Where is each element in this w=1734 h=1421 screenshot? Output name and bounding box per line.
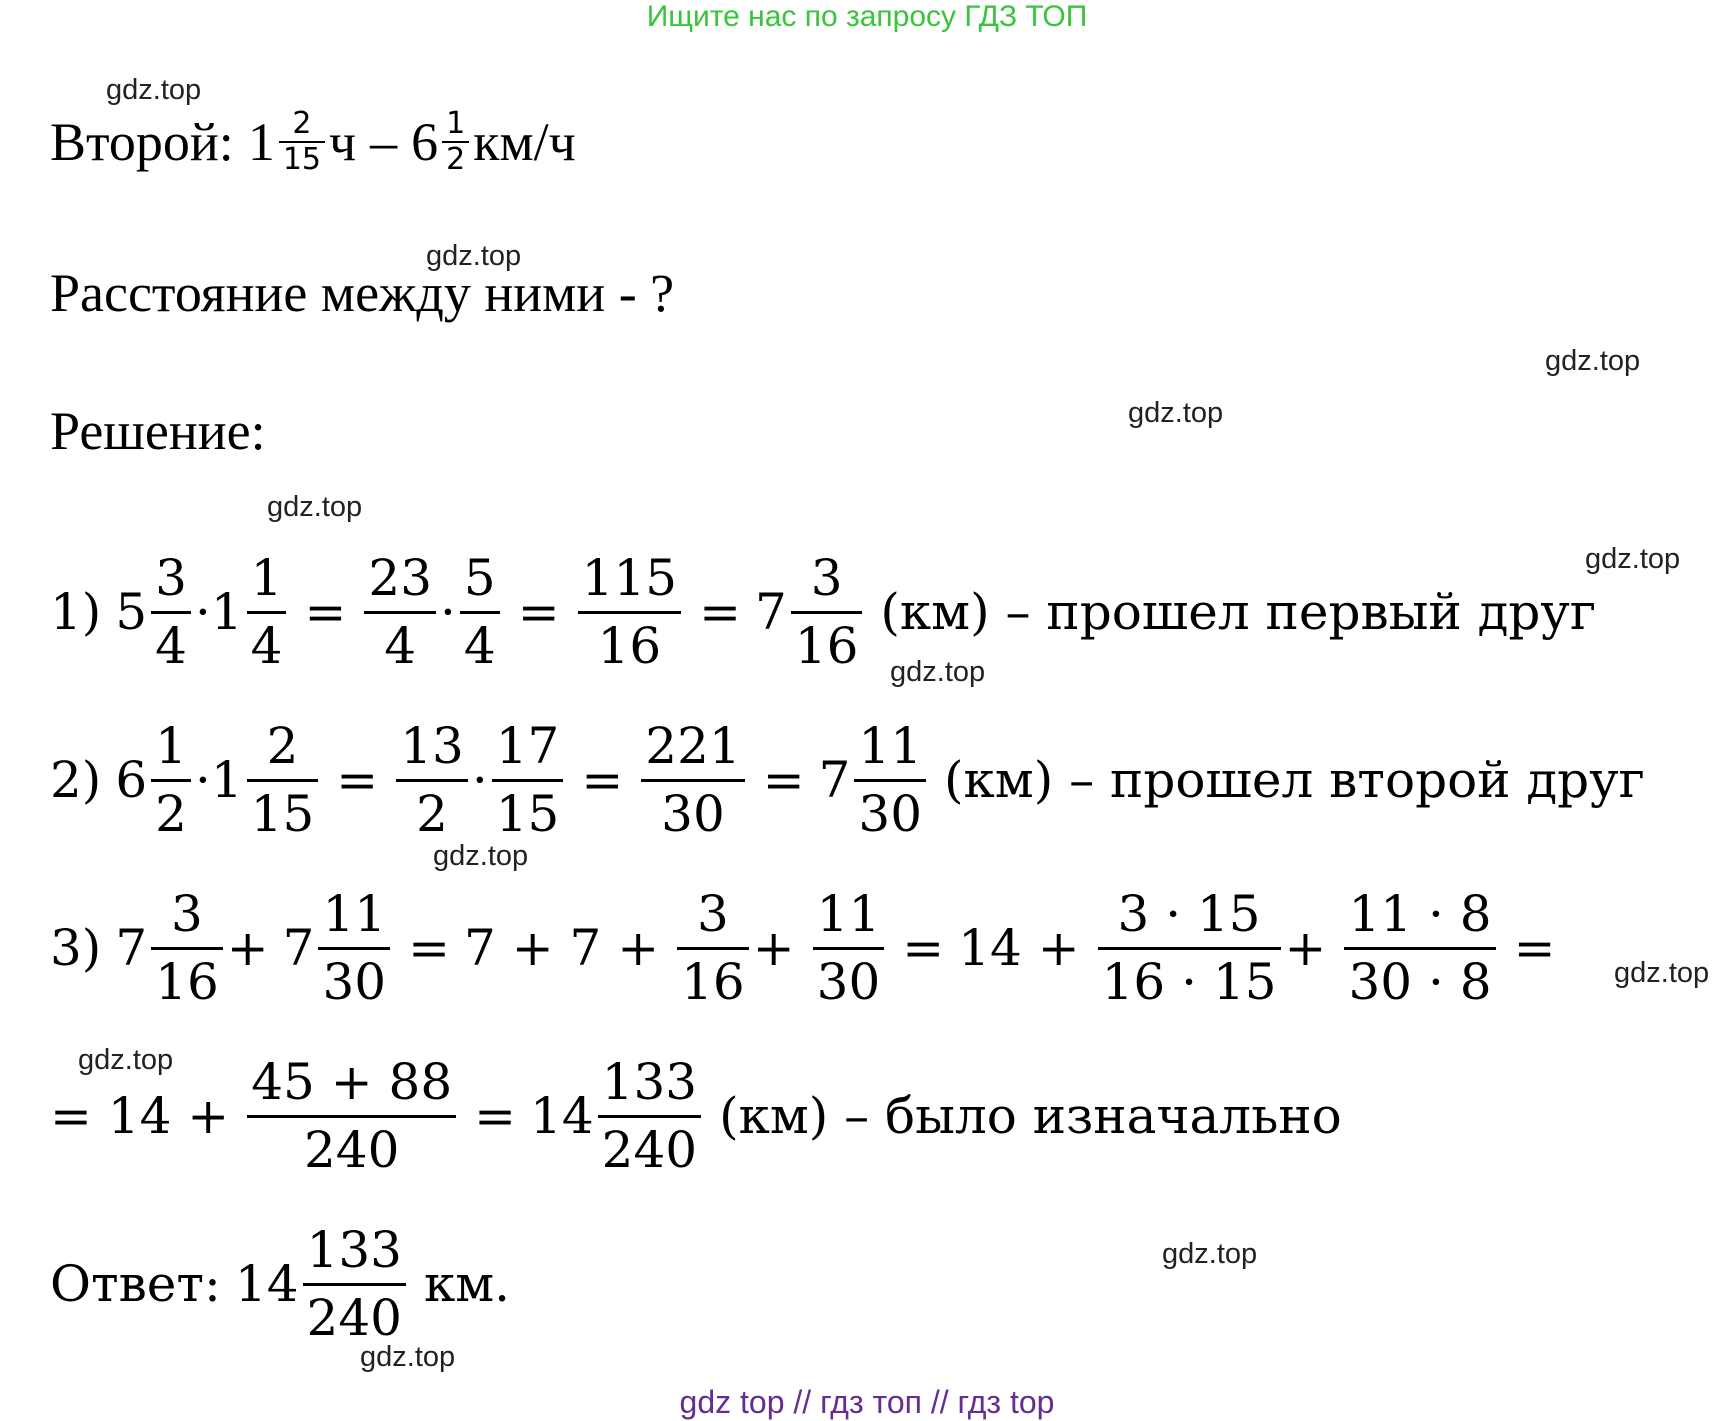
fraction	[677, 882, 749, 1015]
denominator: 240	[303, 1120, 400, 1179]
speed-unit: км/ч	[473, 112, 576, 172]
fraction	[151, 714, 191, 847]
numerator: 1	[155, 716, 187, 775]
speed-whole: 6	[411, 112, 439, 172]
mixed-whole: 7	[754, 583, 787, 641]
equals-sign: =	[581, 751, 624, 809]
multiply-sign: ·	[471, 751, 488, 809]
denominator: 240	[306, 1288, 402, 1347]
numerator: 2	[266, 716, 299, 775]
denominator: 16	[681, 952, 745, 1011]
denominator: 16	[597, 616, 662, 675]
given-second-line	[50, 92, 576, 192]
equals-sign: =	[699, 583, 741, 641]
equals-sign: =	[762, 751, 805, 809]
numerator: 133	[306, 1220, 402, 1279]
step-number: 2)	[50, 751, 102, 809]
numerator: 221	[645, 716, 741, 775]
fraction	[813, 882, 885, 1015]
numerator: 17	[495, 716, 560, 775]
fraction	[396, 714, 468, 847]
watermark: gdz.top	[78, 1044, 174, 1076]
watermark: gdz.top	[1585, 543, 1681, 575]
answer-line	[50, 1204, 510, 1364]
mixed-whole: 5	[115, 583, 148, 641]
denominator: 16 · 15	[1101, 952, 1277, 1011]
fraction	[364, 546, 436, 679]
numerator: 11 · 8	[1348, 884, 1492, 943]
watermark: gdz.top	[426, 240, 522, 272]
numerator: 3	[171, 884, 203, 943]
question-line	[50, 262, 674, 324]
speed-fraction	[442, 107, 469, 178]
fraction	[151, 882, 223, 1015]
plus-sign: +	[226, 919, 269, 977]
numerator: 23	[368, 548, 433, 607]
time-unit: ч	[329, 112, 357, 172]
answer-unit: км.	[423, 1255, 511, 1313]
fraction	[1344, 882, 1495, 1015]
step-number: 3)	[50, 919, 102, 977]
top-banner: Ищите нас по запросу ГДЗ ТОП	[646, 0, 1088, 33]
denominator: 4	[384, 616, 417, 675]
fraction	[578, 546, 681, 679]
given-second-label: Второй:	[50, 112, 234, 172]
denominator: 30	[322, 952, 387, 1011]
denominator: 30	[858, 784, 923, 843]
denominator: 15	[495, 784, 560, 843]
whole-sum: 7 + 7 +	[464, 919, 660, 977]
denominator: 15	[250, 784, 315, 843]
denominator: 2	[446, 142, 466, 177]
time-whole: 1	[247, 112, 275, 172]
bottom-banner: gdz top // гдз топ // гдз top	[679, 1384, 1055, 1420]
watermark: gdz.top	[1128, 397, 1224, 429]
equals-sign: =	[902, 919, 945, 977]
watermark: gdz.top	[890, 656, 986, 688]
answer-fraction	[303, 1218, 406, 1351]
step-number: 1)	[50, 583, 102, 641]
numerator: 13	[400, 716, 464, 775]
fraction	[1098, 882, 1281, 1015]
numerator: 11	[322, 884, 387, 943]
denominator: 16	[155, 952, 219, 1011]
mixed-whole: 14	[234, 1255, 299, 1313]
watermark: gdz.top	[1614, 957, 1710, 989]
solution-label-text: Решение:	[50, 401, 266, 461]
fraction	[460, 546, 500, 679]
fraction	[247, 1050, 456, 1183]
lead-expression: = 14 +	[50, 1087, 230, 1145]
whole-sum: 14 +	[958, 919, 1080, 977]
denominator: 4	[250, 616, 283, 675]
mixed-whole: 7	[818, 751, 851, 809]
denominator: 15	[282, 142, 321, 177]
time-fraction	[279, 107, 325, 178]
fraction	[641, 714, 744, 847]
watermark: gdz.top	[433, 840, 529, 872]
plus-sign: +	[1284, 919, 1327, 977]
equals-sign: =	[517, 583, 560, 641]
equals-sign: =	[1513, 919, 1556, 977]
watermark: gdz.top	[267, 491, 363, 523]
step-1	[50, 532, 1596, 692]
answer-label: Ответ:	[50, 1255, 221, 1313]
equals-sign: =	[474, 1087, 517, 1145]
mixed-whole: 7	[282, 919, 315, 977]
result-fraction	[598, 1050, 701, 1183]
denominator: 30	[816, 952, 881, 1011]
step-3	[50, 868, 1555, 1028]
watermark: gdz.top	[360, 1341, 456, 1373]
denominator: 240	[601, 1120, 698, 1179]
equals-sign: =	[304, 583, 347, 641]
fraction	[151, 546, 191, 679]
numerator: 3	[810, 548, 843, 607]
dash: –	[370, 112, 398, 172]
numerator: 3 · 15	[1117, 884, 1261, 943]
step-explanation: (км) – прошел первый друг	[880, 583, 1597, 641]
watermark: gdz.top	[1162, 1238, 1258, 1270]
mixed-whole: 7	[115, 919, 148, 977]
denominator: 30 · 8	[1348, 952, 1492, 1011]
denominator: 2	[416, 784, 448, 843]
denominator: 4	[155, 616, 187, 675]
numerator: 1	[446, 105, 466, 141]
denominator: 4	[463, 616, 496, 675]
multiply-sign: ·	[440, 583, 456, 641]
solution-label	[50, 400, 266, 462]
question-text: Расстояние между ними - ?	[50, 263, 675, 323]
mixed-whole: 1	[210, 583, 243, 641]
denominator: 30	[661, 784, 725, 843]
result-fraction	[791, 546, 863, 679]
numerator: 11	[858, 716, 923, 775]
denominator: 16	[794, 616, 859, 675]
watermark: gdz.top	[1545, 345, 1641, 377]
denominator: 2	[155, 784, 187, 843]
numerator: 133	[601, 1052, 698, 1111]
mixed-whole: 14	[530, 1087, 594, 1145]
watermark: gdz.top	[106, 74, 202, 106]
step-explanation: (км) – прошел второй друг	[944, 751, 1645, 809]
fraction	[318, 882, 390, 1015]
mixed-whole: 1	[210, 751, 243, 809]
numerator: 45 + 88	[251, 1052, 453, 1111]
numerator: 5	[463, 548, 496, 607]
plus-sign: +	[752, 919, 795, 977]
multiply-sign: ·	[194, 751, 211, 809]
numerator: 1	[250, 548, 283, 607]
equals-sign: =	[336, 751, 379, 809]
fraction	[492, 714, 564, 847]
fraction	[247, 714, 319, 847]
numerator: 3	[155, 548, 187, 607]
result-fraction	[854, 714, 926, 847]
fraction	[247, 546, 287, 679]
numerator: 3	[697, 884, 729, 943]
mixed-whole: 6	[115, 751, 148, 809]
equals-sign: =	[408, 919, 451, 977]
multiply-sign: ·	[194, 583, 211, 641]
numerator: 2	[292, 105, 312, 141]
numerator: 115	[581, 548, 678, 607]
step-2	[50, 700, 1645, 860]
numerator: 11	[816, 884, 881, 943]
step-explanation: (км) – было изначально	[719, 1087, 1342, 1145]
step-3-continuation	[50, 1036, 1342, 1196]
